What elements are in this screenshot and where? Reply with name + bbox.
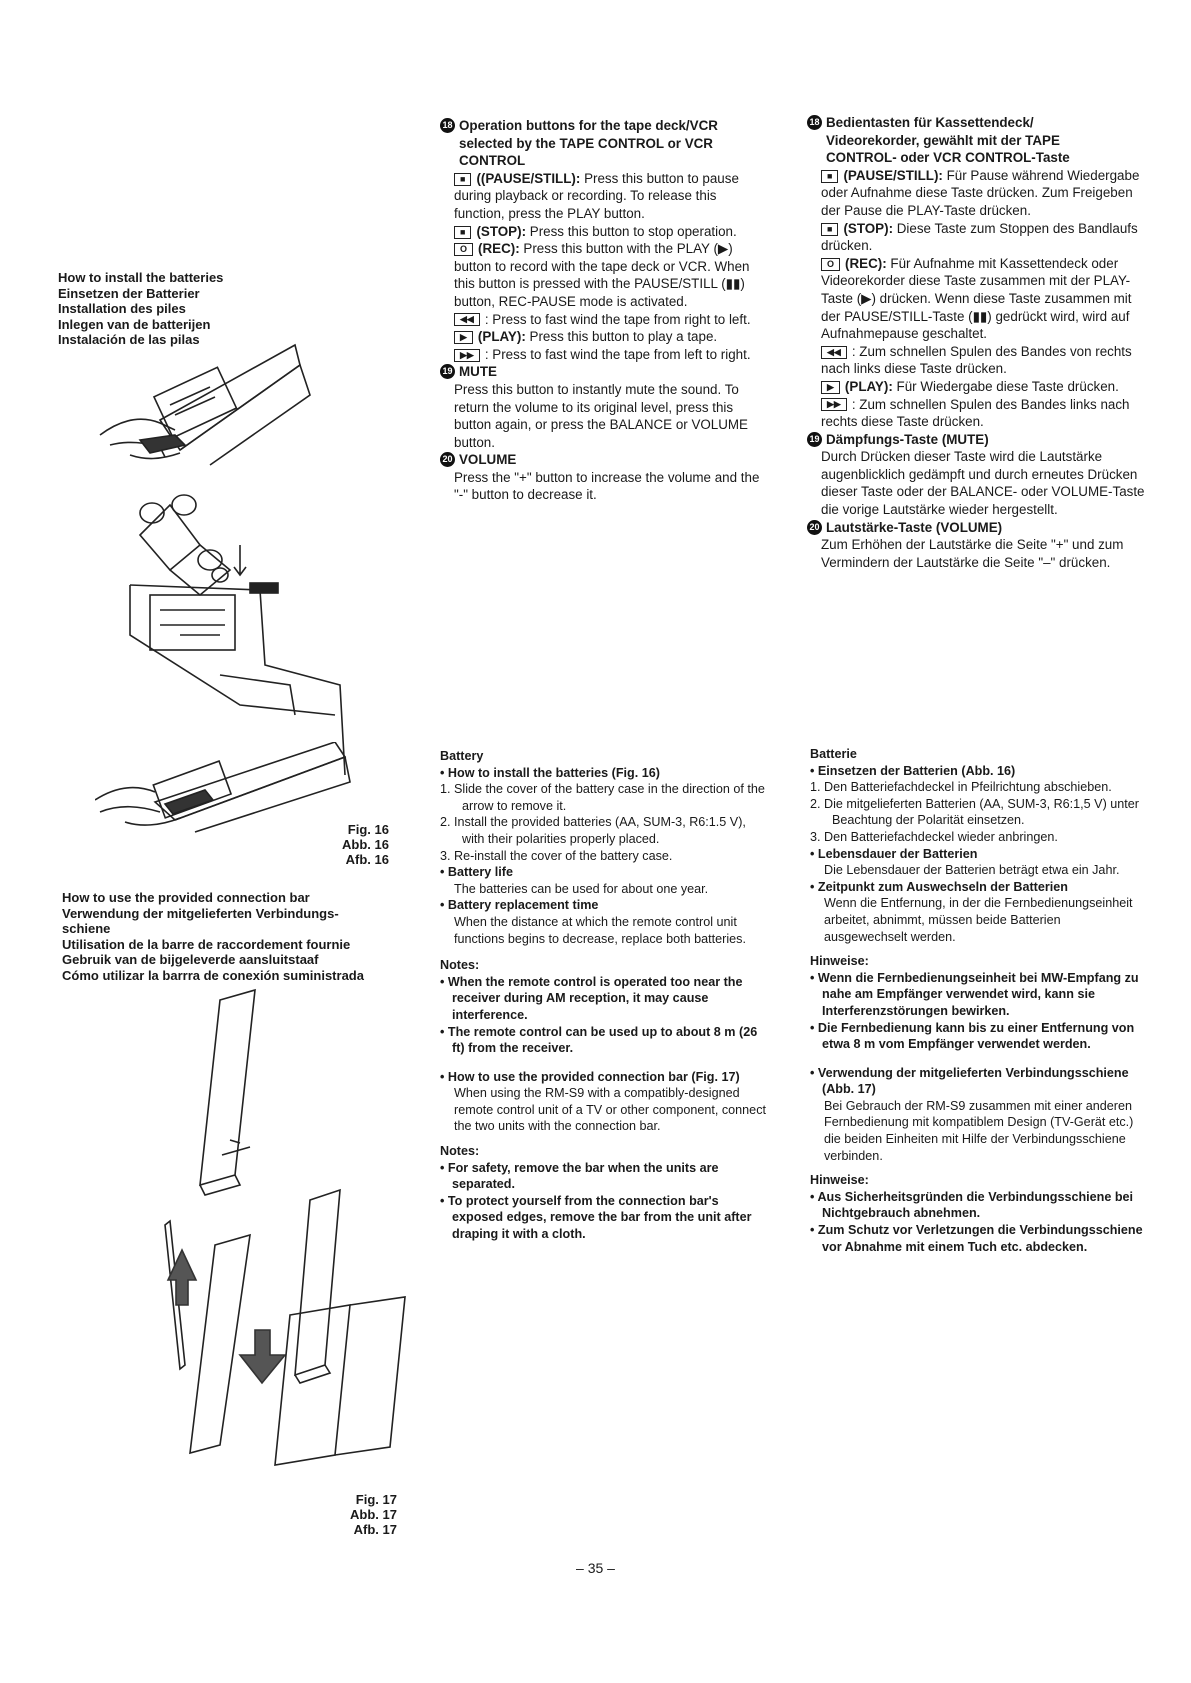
play-text: Press this button to play a tape. <box>529 329 718 345</box>
connection-bar-illustration <box>90 985 410 1475</box>
rec-item <box>454 240 762 310</box>
de-note1-item-1: • Wenn die Fernbedienungseinheit bei MW-Empfang zu nahe am Empfänger verwendet wird, kann sie Interferenzstörungen bewirken. <box>810 970 1139 1018</box>
fig16-nl: Afb. 16 <box>345 852 389 867</box>
pause-icon: ■ <box>454 173 471 186</box>
conn-heading-nl: Gebruik van de bijgeleverde aansluitstaaf <box>62 952 319 967</box>
de-notes2-heading: Hinweise: <box>810 1173 869 1188</box>
de-install-step-3: 3. Den Batteriefachdeckel wieder anbringen. <box>810 829 1058 844</box>
volume-text: Press the "+" button to increase the volume and the "-" button to decrease it. <box>454 469 760 503</box>
de-connection-text: Bei Gebrauch der RM-S9 zusammen mit einer anderen Fernbedienung mit kompatiblem Design (TV-Gerät etc.) die beiden Einheiten mit Hilfe der Verbindungsschiene verbinden. <box>824 1098 1134 1163</box>
de-stop-icon: ■ <box>821 223 838 236</box>
de-notes1-heading: Hinweise: <box>810 954 869 969</box>
mute-text: Press this button to instantly mute the sound. To return the volume to its original level, press this button again, or press the BALANCE or VOLUME button. <box>454 381 748 450</box>
de-pause-label: (PAUSE/STILL): <box>843 167 943 183</box>
de-section-18-title-line2: Videorekorder, gewählt mit der TAPE <box>826 132 1060 148</box>
de-install-step-2: 2. Die mitgelieferten Batterien (AA, SUM-3, R6:1,5 V) unter Beachtung der Polarität einsetzen. <box>810 796 1139 828</box>
de-mute-text: Durch Drücken dieser Taste wird die Lautstärke augenblicklich gedämpft und durch erneutes Drücken dieser Taste oder der BALANCE- oder VOLUME-Taste die vorige Lautstärke wieder hergestellt. <box>821 449 1145 518</box>
connection-text: When using the RM-S9 with a compatibly-designed remote control unit of a TV or other component, connect the two units with the connection bar. <box>454 1086 766 1134</box>
pause-label: ((PAUSE/STILL): <box>476 170 581 186</box>
de-note2-item-1: • Aus Sicherheitsgründen die Verbindungsschiene bei Nichtgebrauch abnehmen. <box>810 1189 1134 1221</box>
fig17-en: Fig. 17 <box>355 1492 397 1507</box>
rewind-text: : Press to fast wind the tape from right to left. <box>484 311 751 327</box>
section-18-title-line3: CONTROL <box>459 153 526 169</box>
de-play-icon: ▶ <box>821 381 840 394</box>
pause-text: Press this button to pause during playback or recording. To release this function, press the PLAY button. <box>454 170 739 221</box>
heading-es: Instalación de las pilas <box>58 332 200 347</box>
de-rewind-item <box>821 343 1147 378</box>
de-section-18-title-line3: CONTROL- oder VCR CONTROL-Taste <box>826 150 1070 166</box>
de-mute-title: Dämpfungs-Taste (MUTE) <box>826 431 989 447</box>
de-pause-item <box>821 167 1147 220</box>
de-section-20-number: 20 <box>807 520 822 535</box>
de-volume-text: Zum Erhöhen der Lautstärke die Seite "+" und zum Vermindern der Lautstärke die Seite "–" drücken. <box>821 537 1124 570</box>
pause-still-item <box>454 170 762 223</box>
conn-heading-en: How to use the provided connection bar <box>62 890 310 905</box>
note2-item-1: • For safety, remove the bar when the units are separated. <box>440 1160 719 1192</box>
heading-fr: Installation des piles <box>58 301 186 316</box>
section-18-title <box>459 117 718 170</box>
fast-forward-item <box>454 346 762 364</box>
install-step-2: 2. Install the provided batteries (AA, SUM-3, R6:1.5 V), with their polarities properly placed. <box>440 815 746 846</box>
section-18-number: 18 <box>440 118 455 133</box>
battery-title: Battery <box>440 749 484 763</box>
battery-replace-text: When the distance at which the remote control unit functions begins to decrease, replace both batteries. <box>454 914 746 946</box>
volume-title: VOLUME <box>459 452 517 468</box>
stop-item <box>454 223 762 241</box>
de-button-list <box>807 167 1147 431</box>
notes1-heading: Notes: <box>440 958 480 973</box>
de-note2-item-2: • Zum Schutz vor Verletzungen die Verbindungsschiene vor Abnahme mit einem Tuch etc. abdecken. <box>810 1223 1143 1254</box>
de-pause-icon: ■ <box>821 170 838 183</box>
de-rec-text: Für Aufnahme mit Kassettendeck oder Videorekorder diese Taste zusammen mit der PLAY-Taste (▶) drücken. Wenn diese Taste zusammen mit der PAUSE/STILL-Taste (▮▮) gedrückt wird, wird auf Aufnahmepause geschaltet. <box>821 255 1132 342</box>
battery-install-illustration <box>90 335 360 775</box>
stop-icon: ■ <box>454 226 471 239</box>
de-play-text: Für Wiedergabe diese Taste drücken. <box>896 378 1119 394</box>
notes2-heading: Notes: <box>440 1144 480 1159</box>
section-18-title-line1: Operation buttons for the tape deck/VCR <box>459 118 718 133</box>
de-fast-forward-icon: ▶▶ <box>821 398 847 411</box>
fig17-labels <box>350 1492 397 1537</box>
fig16-de: Abb. 16 <box>342 837 389 852</box>
de-battery-life-heading: • Lebensdauer der Batterien <box>810 846 978 861</box>
note1-item-1: • When the remote control is operated too near the receiver during AM reception, it may cause interference. <box>440 974 743 1022</box>
stop-label: (STOP): <box>476 223 527 239</box>
conn-heading-de-cont: schiene <box>62 921 111 936</box>
record-icon: O <box>454 243 473 256</box>
de-battery-life-text: Die Lebensdauer der Batterien beträgt etwa ein Jahr. <box>824 863 1120 878</box>
de-pause-text: Für Pause während Wiedergabe oder Aufnahme diese Taste drücken. Zum Freigeben der Pause die PLAY-Taste drücken. <box>821 167 1140 218</box>
de-rec-label: (REC): <box>845 255 887 271</box>
de-stop-text: Diese Taste zum Stoppen des Bandlaufs drücken. <box>821 220 1138 254</box>
fast-forward-text: : Press to fast wind the tape from left to right. <box>484 346 751 362</box>
note2-item-2: • To protect yourself from the connection bar's exposed edges, remove the bar from the unit after draping it with a cloth. <box>440 1193 752 1242</box>
de-fast-forward-text: : Zum schnellen Spulen des Bandes links nach rechts diese Taste drücken. <box>821 396 1130 430</box>
section-20-number: 20 <box>440 452 455 467</box>
rewind-icon: ◀◀ <box>454 313 480 326</box>
heading-en: How to install the batteries <box>58 270 224 285</box>
de-install-step-1: 1. Den Batteriefachdeckel in Pfeilrichtung abschieben. <box>810 780 1112 795</box>
mute-title: MUTE <box>459 364 497 380</box>
conn-heading-de: Verwendung der mitgelieferten Verbindungs- <box>62 905 339 921</box>
battery-life-text: The batteries can be used for about one year. <box>454 881 709 896</box>
de-stop-item <box>821 220 1147 255</box>
page-number: – 35 – <box>576 1560 615 1576</box>
section-18-title-line2: selected by the TAPE CONTROL or VCR <box>459 135 713 151</box>
de-battery-replace-text: Wenn die Entfernung, in der die Fernbedienungseinheit arbeitet, abnimmt, müssen beide Batterien ausgewechselt werden. <box>824 896 1133 944</box>
de-battery-replace-heading: • Zeitpunkt zum Auswechseln der Batterien <box>810 879 1068 894</box>
battery-life-heading: • Battery life <box>440 865 513 880</box>
de-stop-label: (STOP): <box>843 220 894 236</box>
de-play-item <box>821 378 1147 396</box>
connection-heading: • How to use the provided connection bar (Fig. 17) <box>440 1069 740 1084</box>
fig16-en: Fig. 16 <box>347 822 389 837</box>
en-button-list <box>440 170 762 364</box>
rewind-item <box>454 311 762 329</box>
install-step-1: 1. Slide the cover of the battery case in the direction of the arrow to remove it. <box>440 782 765 813</box>
note1-item-2: • The remote control can be used up to about 8 m (26 ft) from the receiver. <box>440 1024 758 1056</box>
de-note1-item-2: • Die Fernbedienung kann bis zu einer Entfernung von etwa 8 m vom Empfänger verwendet werden. <box>810 1020 1135 1052</box>
conn-heading-es: Cómo utilizar la barrra de conexión suministrada <box>62 967 364 983</box>
play-item <box>454 328 762 346</box>
de-rewind-text: : Zum schnellen Spulen des Bandes von rechts nach links diese Taste drücken. <box>821 343 1132 377</box>
stop-text: Press this button to stop operation. <box>529 223 737 239</box>
de-fast-forward-item <box>821 396 1147 431</box>
connection-bar-headings <box>62 890 364 983</box>
play-label: (PLAY): <box>477 329 526 345</box>
de-battery-section <box>810 746 1146 1255</box>
fig17-nl: Afb. 17 <box>353 1522 397 1537</box>
de-section-18-title <box>826 114 1070 167</box>
rec-label: (REC): <box>478 241 520 257</box>
de-section-18-number: 18 <box>807 115 822 130</box>
heading-de: Einsetzen der Batterier <box>58 285 200 301</box>
de-rec-item <box>821 255 1147 343</box>
fig16-labels <box>342 822 389 867</box>
de-rewind-icon: ◀◀ <box>821 346 847 359</box>
en-battery-section <box>440 748 766 1243</box>
install-heading: • How to install the batteries (Fig. 16) <box>440 765 660 780</box>
conn-heading-fr: Utilisation de la barre de raccordement fournie <box>62 936 351 952</box>
battery-cover-illustration <box>95 742 365 837</box>
de-connection-heading: • Verwendung der mitgelieferten Verbindungsschiene (Abb. 17) <box>810 1065 1129 1097</box>
de-volume-title: Lautstärke-Taste (VOLUME) <box>826 519 1003 535</box>
section-19-number: 19 <box>440 364 455 379</box>
heading-nl: Inlegen van de batterijen <box>58 316 211 332</box>
play-icon: ▶ <box>454 331 473 344</box>
fig17-de: Abb. 17 <box>350 1507 397 1522</box>
de-record-icon: O <box>821 258 840 271</box>
battery-replace-heading: • Battery replacement time <box>440 898 599 913</box>
de-battery-title: Batterie <box>810 747 857 761</box>
fast-forward-icon: ▶▶ <box>454 349 480 362</box>
de-section-18-title-line1: Bedientasten für Kassettendeck/ <box>826 115 1034 130</box>
de-install-heading: • Einsetzen der Batterien (Abb. 16) <box>810 763 1016 778</box>
de-section-19-number: 19 <box>807 432 822 447</box>
en-operation-section <box>440 117 762 504</box>
rec-text: Press this button with the PLAY (▶) button to record with the tape deck or VCR. When this button is pressed with the PAUSE/STILL (▮▮) button, REC-PAUSE mode is activated. <box>454 241 750 309</box>
de-play-label: (PLAY): <box>844 378 893 394</box>
de-operation-section <box>807 114 1147 571</box>
install-step-3: 3. Re-install the cover of the battery case. <box>440 848 673 863</box>
